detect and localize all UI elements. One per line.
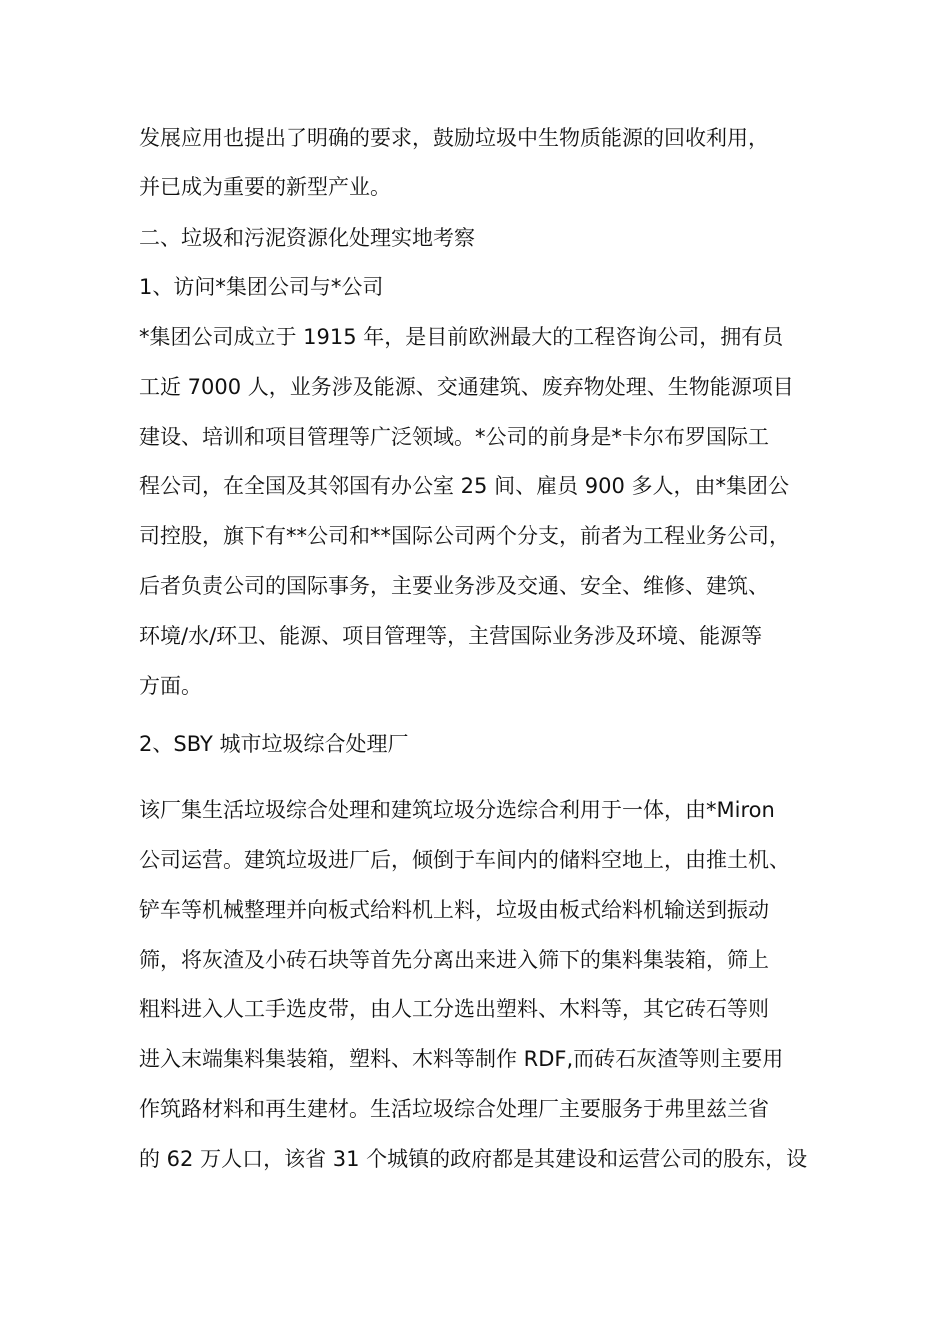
body-text-line: 进入末端集料集装箱，塑料、木料等制作 RDF,而砖石灰渣等则主要用	[139, 1047, 784, 1071]
body-text-line: 粗料进入人工手选皮带，由人工分选出塑料、木料等，其它砖石等则	[139, 997, 769, 1021]
section-heading: 二、垃圾和污泥资源化处理实地考察	[139, 226, 475, 250]
body-text-line: 铲车等机械整理并向板式给料机上料，垃圾由板式给料机输送到振动	[139, 898, 769, 922]
body-text-line: 后者负责公司的国际事务，主要业务涉及交通、安全、维修、建筑、	[139, 574, 769, 598]
body-text-line: 并已成为重要的新型产业。	[139, 175, 391, 199]
body-text-line: 发展应用也提出了明确的要求，鼓励垃圾中生物质能源的回收利用，	[139, 126, 769, 150]
body-text-line: 筛，将灰渣及小砖石块等首先分离出来进入筛下的集料集装箱，筛上	[139, 948, 769, 972]
body-text-line: 的 62 万人口，该省 31 个城镇的政府都是其建设和运营公司的股东，设	[139, 1147, 808, 1171]
body-text-line: 司控股，旗下有**公司和**国际公司两个分支，前者为工程业务公司，	[139, 524, 790, 548]
body-text-line: 环境/水/环卫、能源、项目管理等，主营国际业务涉及环境、能源等	[139, 624, 763, 648]
body-text-line: 建设、培训和项目管理等广泛领域。*公司的前身是*卡尔布罗国际工	[139, 425, 769, 449]
body-text-line: 作筑路材料和再生建材。生活垃圾综合处理厂主要服务于弗里兹兰省	[139, 1097, 769, 1121]
body-text-line: 工近 7000 人，业务涉及能源、交通建筑、废弃物处理、生物能源项目	[139, 375, 794, 399]
subsection-heading: 1、访问*集团公司与*公司	[139, 275, 384, 299]
body-text-line: 该厂集生活垃圾综合处理和建筑垃圾分选综合利用于一体，由*Miron	[139, 798, 775, 822]
subsection-heading: 2、SBY 城市垃圾综合处理厂	[139, 732, 409, 756]
body-text-line: *集团公司成立于 1915 年，是目前欧洲最大的工程咨询公司，拥有员	[139, 325, 784, 349]
body-text-line: 方面。	[139, 674, 202, 698]
body-text-line: 程公司，在全国及其邻国有办公室 25 间、雇员 900 多人，由*集团公	[139, 474, 790, 498]
body-text-line: 公司运营。建筑垃圾进厂后，倾倒于车间内的储料空地上，由推土机、	[139, 848, 790, 872]
